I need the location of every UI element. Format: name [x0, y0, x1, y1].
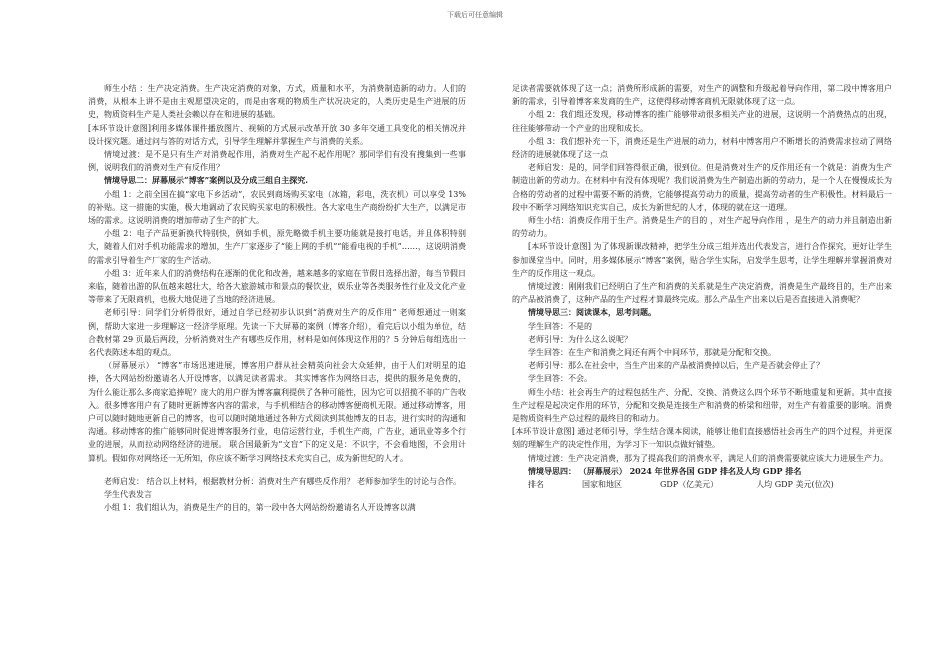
paragraph-blog-case: （屏幕展示） “博客”市场迅速进展，博客用户群从社会精英向社会大众延伸，由于人们对明星的追捧，各大网站纷纷邀请名人开设博客，以满足读者需求。 其实博客作为网络日志，提供的服务是免费的，为什么能让那么多商家追捧呢？庞大的用户群为博客赢利提供了各种可能性，因为它可以招揽不菲的广告收入。很多博客用户有了随时更新博客内容的需求，与手机相结合的移动博客便商机无限。通过移动博客，用户可以随时随地更新自己的博客，也可以随时随地通过各种方式阅读到其他博友的日志，进行实时的沟通和沟通。移动博客的推广能够同时促进博客服务行业，电信运营行业，手机生产商，广告业，通讯业等多个行业的进展，从而拉动网络经济的进展。 联合国最新为“文盲”下的定义是：不识字，不会看地图，不会用计算机。假如你对网络还一无所知，你应该不断学习网络技术充实自己，成为新世纪的人才。 [88, 361, 466, 463]
header-gdp: GDP（亿美元） [660, 480, 719, 490]
paragraph-group-2: 小组 2：电子产品更新换代特别快，例如手机，原先略微手机主要功能就是接打电话，并且体积特别大，随着人们对手机功能需求的增加，生产厂家逐步了“能上网的手机”“能看电视的手机”……，这说明消费的需求引导着生产厂家的生产活动。 [88, 229, 466, 265]
paragraph-transition-2: 情境过渡：刚刚我们已经明白了生产和消费的关系就是生产决定消费，消费是生产最终目的，生产出来的产品被消费了，这种产品的生产过程才算最终完成。那么产品生产出来以后是否直接进入消费呢？ [512, 282, 892, 305]
paragraph-teacher-guide-1: 老师引导：同学们分析得很好，通过自学已经初步认识到“消费对生产的反作用” 老师想通过一则案例，帮助大家进一步理解这一经济学原理。先读一下大屏幕的案例（博客介绍），看完后以小组为单位，结合教材第 29 页最后两段，分析消费对生产有哪些反作用，材料是如何体现这作用的？5 分钟后每组选出一名代表陈述本组的观点。 [88, 308, 466, 358]
heading-scenario-4: 情境导思四： （屏幕展示） 2024 年世界各国 GDP 排名及人均 GDP 排名 [528, 465, 802, 476]
left-column [88, 82, 466, 515]
gdp-table-header [512, 478, 892, 491]
dialog-student-1: 学生回答：不是的 [528, 321, 592, 331]
dialog-teacher-2: 老师引导：那么在社会中，当生产出来的产品被消费掉以后，生产是否就会停止了？ [528, 361, 824, 371]
paragraph-teacher-prompt: 老师启发： 结合以上材料，根据教材分析：消费对生产有哪些反作用？ 老师参加学生的讨论与合作。 [104, 476, 462, 486]
paragraph-group-3: 小组 3：近年来人们的消费结构在逐渐的优化和改善，越来越多的家庭在节假日选择出游，每当节假日来临，随着出游的队伍越来越壮大，给各大旅游城市和景点的餐饮业，娱乐业等各类服务性行业及文化产业等带来了无限商机，也极大地促进了当地的经济进展。 [88, 268, 466, 305]
header-rank: 排名 [528, 480, 544, 490]
heading-scenario-3: 情境导思三：阅读课本，思考问题。 [528, 307, 656, 318]
paragraph-transition-3: 情境过渡：生产决定消费，那为了提高我们的消费水平，满足人们的消费需要就应该大力进展生产力。 [528, 453, 888, 463]
paragraph-group-1-answer-cont: 足读者需要就体现了这一点；消费所形成新的需要，对生产的调整和升级起着导向作用，第二段中博客用户新的需求，引导着博客来发商的生产，这使得移动博客商机无限就体现了这一点。 [512, 84, 892, 107]
paragraph-group-1-answer: 小组 1：我们组认为，消费是生产的目的，第一段中各大网站纷纷邀请名人开设博客以满 [104, 503, 416, 513]
dialog-student-2: 学生回答：在生产和消费之间还有两个中间环节，那就是分配和交换。 [528, 348, 776, 358]
paragraph-transition-1: 情境过渡：是不是只有生产对消费起作用，消费对生产起不起作用呢？那同学们有没有搜集到一些事例，说明我们的消费对生产有反作用？ [88, 150, 466, 173]
paragraph-teacher-summary-2: 师生小结：消费反作用于生产。消费是生产的目的 ，对生产起导向作用 ，是生产的动力并且制造出新的劳动力。 [512, 216, 892, 239]
paragraph-group-3-answer: 小组 3：我们想补充一下，消费还是生产进展的动力，材料中博客用户不断增长的消费需求拉动了网络经济的进展就体现了这一点 [512, 136, 892, 160]
paragraph-teacher-summary-1: 师生小结 ：生产决定消费。生产决定消费的对象，方式，质量和水平，为消费制造新的动力。人们的消费，从根本上讲不是由主观愿望决定的，而是由客观的物质生产状况决定的，人类历史是生产进展的历史，物质资料生产是人类社会赖以存在和进展的基础。 [88, 84, 466, 120]
paragraph-student-speech: 学生代表发言 [104, 490, 152, 500]
paragraph-group-2-answer: 小组 2：我们组还发现，移动博客的推广能够带动很多相关产业的进展，这说明一个消费热点的出现，往往能够带动一个产业的出现和成长。 [512, 110, 892, 133]
watermark: 下载后可任意编辑 [447, 11, 503, 19]
paragraph-teacher-hint: 老师启发：是的，同学们回答得很正确，很到位。但是消费对生产的反作用还有一个就是：消费为生产制造出新的劳动力。在材料中有没有体现呢？我们说消费为生产制造出新的劳动力，是一个人在慢慢成长为合格的劳动者的过程中需要不断的消费，它能够提高劳动力的质量，提高劳动者的生产积极性。材料最后一段中不断学习网络知识充实自己，成长为新世纪的人才，体现的就在这一道理。 [512, 163, 892, 212]
paragraph-design-intent-2: [本环节设计意图] 为了体现新课改精神，把学生分成三组并选出代表发言，进行合作探究，更好让学生参加课堂当中。同时，用多媒体展示“博客”案例，贴合学生实际，启发学生思考，让学生理解并掌握消费对生产的反作用这一观点。 [512, 242, 892, 278]
header-per-capita: 人均 GDP 美元(位次) [756, 480, 834, 490]
paragraph-group-1: 小组 1：之前全国在搞“家电下乡活动”，农民到商场购买家电（冰箱，彩电，洗衣机）可以享受 13%的补贴。这一措施的实施，极大地调动了农民购买家电的积极性。各大家电生产商纷纷扩大生产，以满足市场的需求。这说明消费的增加带动了生产的扩大。 [88, 189, 466, 226]
right-column [512, 82, 892, 491]
dialog-teacher-1: 老师引导：为什么这么说呢？ [528, 334, 632, 344]
paragraph-design-intent-3: [本环节设计意图] 通过老师引导，学生结合课本阅读，能够让他们直接感悟社会再生产的四个过程，并更深刻的理解生产的决定性作用，为学习下一知识点做好铺垫。 [512, 427, 892, 450]
dialog-student-3: 学生回答：不会。 [528, 374, 592, 384]
paragraph-design-intent-1: [本环节设计意图]利用多媒体课件播放图片、视频的方式展示改革开放 30 多年交通工具变化的相关情况并设计探究题。通过问与答的对话方式，引导学生理解并掌握生产与消费的关系。 [88, 123, 466, 146]
paragraph-teacher-summary-3: 师生小结：社会再生产的过程包括生产、分配、交换、消费这么四个环节不断地重复和更新。其中直接生产过程是起决定作用的环节，分配和交换是连接生产和消费的桥梁和纽带，对生产有着重要的影响。消费是物质资料生产总过程的最终目的和动力。 [512, 387, 892, 424]
heading-scenario-2: 情境导思二：屏幕展示“博客”案例以及分成三组自主探究. [104, 175, 308, 186]
header-country: 国家和地区 [582, 480, 622, 490]
